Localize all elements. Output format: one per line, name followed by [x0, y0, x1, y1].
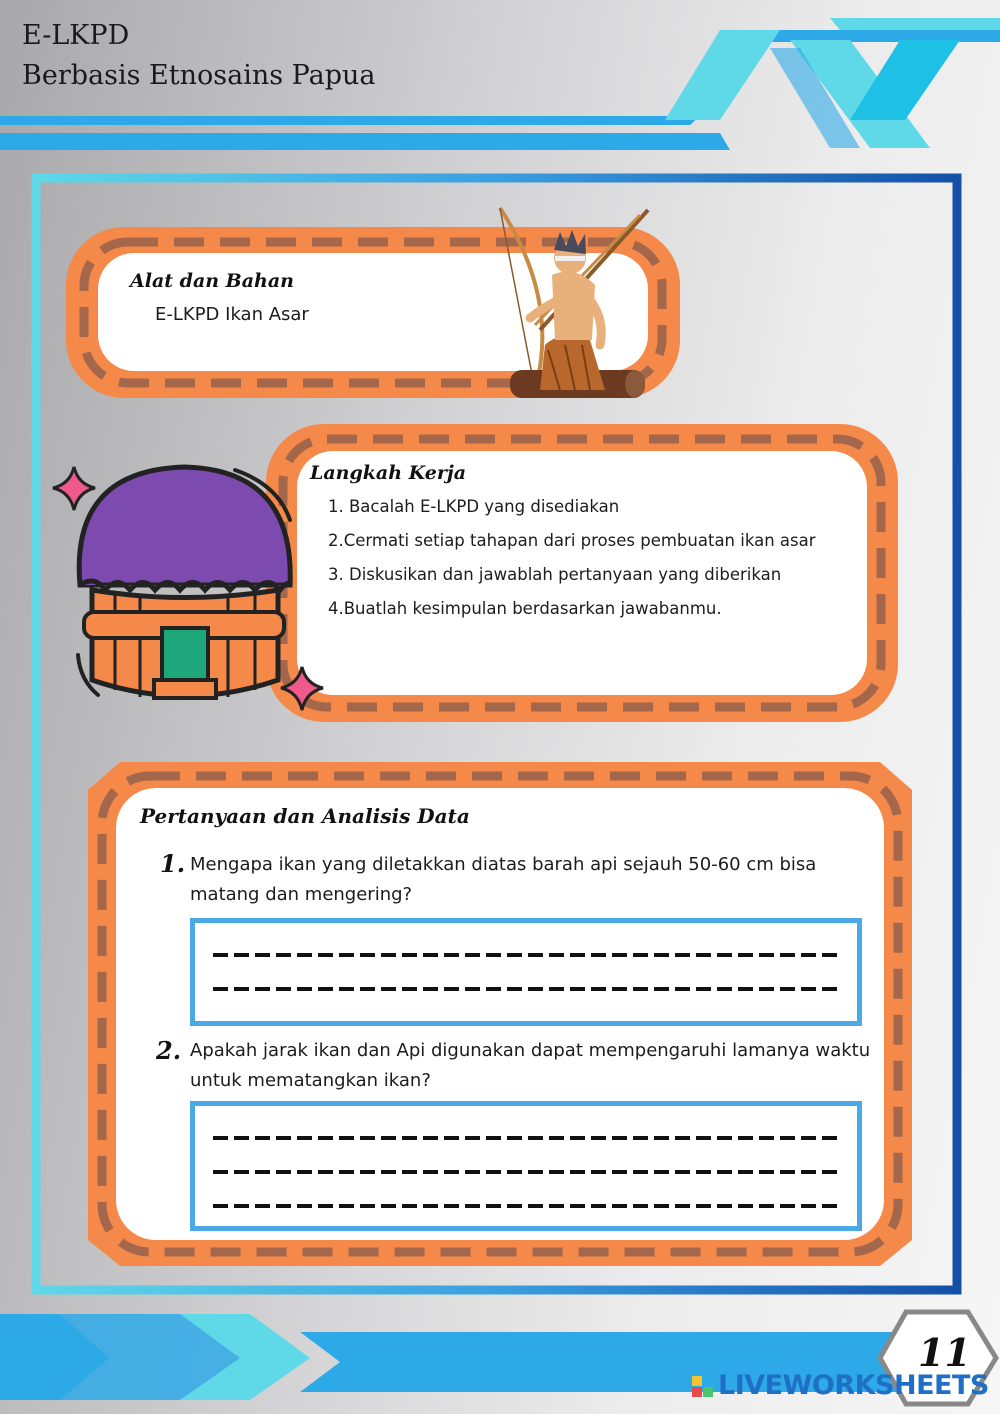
question-text: Mengapa ikan yang diletakkan diatas barah api sejauh 50-60 cm bisa matang dan mengering?: [190, 854, 817, 905]
langkah-kerja-heading: Langkah Kerja: [310, 462, 467, 484]
answer-box-2: [190, 1101, 862, 1231]
answer-line-input[interactable]: [213, 1188, 841, 1222]
alat-bahan-item: E-LKPD Ikan Asar: [155, 304, 309, 325]
sparkle-icon: [53, 467, 95, 510]
document-title: E-LKPD: [22, 20, 130, 51]
langkah-step: 4.Buatlah kesimpulan berdasarkan jawabanmu.: [328, 599, 722, 618]
analisis-heading: Pertanyaan dan Analisis Data: [140, 804, 470, 828]
document-subtitle: Berbasis Etnosains Papua: [22, 60, 376, 91]
answer-line-input[interactable]: [213, 937, 841, 971]
langkah-step: 3. Diskusikan dan jawablah pertanyaan yang diberikan: [328, 565, 782, 584]
langkah-kerja-list: [328, 495, 816, 631]
answer-line-input[interactable]: [213, 1154, 841, 1188]
answer-line-input[interactable]: [213, 971, 841, 1005]
liveworksheets-watermark[interactable]: LIVEWORKSHEETS: [718, 1370, 989, 1401]
page-number: 11: [918, 1330, 971, 1375]
langkah-step: 1. Bacalah E-LKPD yang disediakan: [328, 497, 620, 516]
langkah-step: 2.Cermati setiap tahapan dari proses pembuatan ikan asar: [328, 531, 816, 550]
answer-box-1: [190, 918, 862, 1026]
liveworksheets-logo-icon: [692, 1376, 714, 1398]
alat-bahan-heading: Alat dan Bahan: [130, 270, 294, 292]
question-number: 2.: [156, 1036, 182, 1065]
question-text: Apakah jarak ikan dan Api digunakan dapat mempengaruhi lamanya waktu untuk mematangkan ikan?: [190, 1040, 871, 1091]
answer-line-input[interactable]: [213, 1120, 841, 1154]
honai-hut-illustration-icon: [78, 467, 290, 698]
question-number: 1.: [160, 849, 186, 878]
